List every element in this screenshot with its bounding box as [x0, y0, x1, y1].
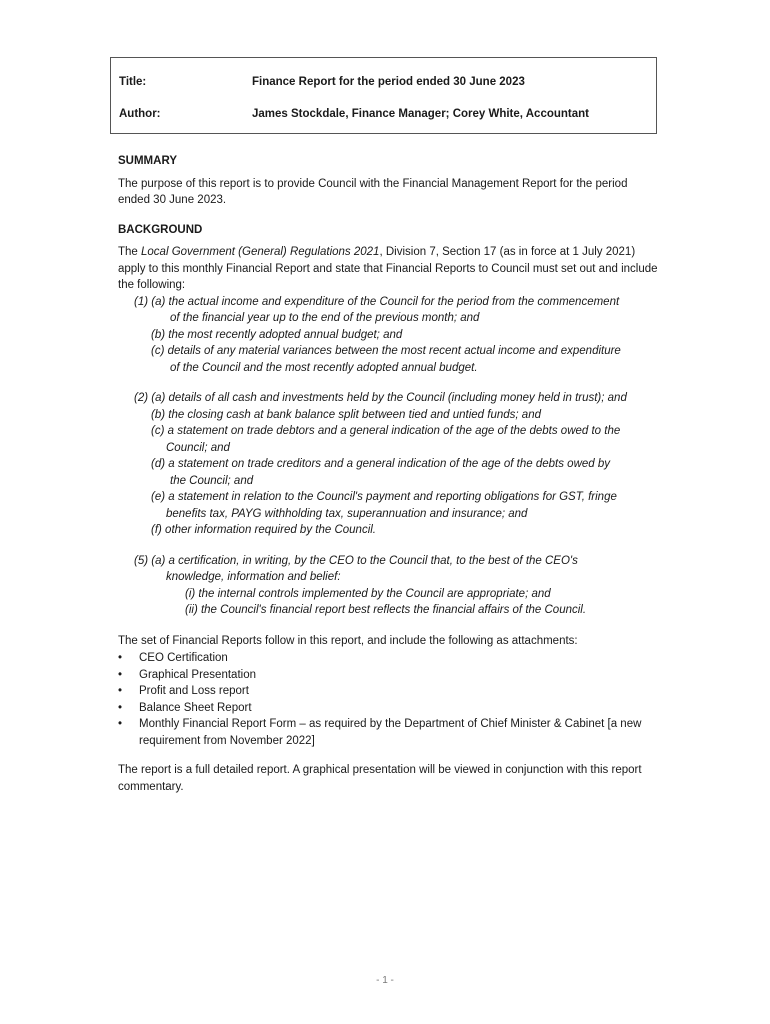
- regulation-name: Local Government (General) Regulations 2021: [141, 246, 380, 258]
- summary-text: The purpose of this report is to provide Council with the Financial Management Report for the period ended 30 June 2023.: [118, 177, 628, 206]
- clause-line: (c) details of any material variances between the most recent actual income and expenditure: [151, 345, 621, 357]
- background-intro: [118, 244, 658, 294]
- list-item: • Monthly Financial Report Form – as required by the Department of Chief Minister & Cabinet [a new requirement from November 2022]: [118, 718, 642, 747]
- list-item: • Balance Sheet Report: [118, 701, 252, 714]
- title-value: Finance Report for the period ended 30 June 2023: [252, 76, 525, 88]
- intro-post: , Division 7, Section 17 (as in force at 1 July 2021) apply to this monthly Financial Report and state that Financial Reports to Council must set out and include the following:: [118, 246, 658, 291]
- attachments-list: [118, 650, 658, 749]
- clause-line: knowledge, information and belief:: [166, 571, 341, 583]
- summary-heading: SUMMARY: [118, 155, 177, 167]
- attachment-label: Monthly Financial Report Form – as required by the Department of Chief Minister & Cabinet [a new requirement from November 2022]: [139, 718, 642, 747]
- clause-2: [118, 390, 658, 539]
- report-meta-box: [110, 57, 657, 134]
- attachment-label: Graphical Presentation: [139, 668, 256, 681]
- closing-text: The report is a full detailed report. A graphical presentation will be viewed in conjunction with this report commentary.: [118, 764, 642, 793]
- clause-line: (i) the internal controls implemented by the Council are appropriate; and: [185, 587, 551, 600]
- clause-line: Council; and: [166, 441, 230, 454]
- attachments-intro: The set of Financial Reports follow in this report, and include the following as attachments:: [118, 634, 578, 647]
- clause-line: (ii) the Council's financial report best reflects the financial affairs of the Council.: [185, 604, 587, 616]
- clause-line: (b) the most recently adopted annual budget; and: [151, 328, 403, 341]
- clause-line: (d) a statement on trade creditors and a general indication of the age of the debts owed by: [151, 458, 611, 470]
- background-heading: BACKGROUND: [118, 223, 203, 236]
- clause-line: (1) (a) the actual income and expenditure of the Council for the period from the commencement: [134, 295, 620, 308]
- clause-line: (c) a statement on trade debtors and a general indication of the age of the debts owed to the: [151, 425, 621, 437]
- list-item: • Profit and Loss report: [118, 685, 249, 697]
- clause-line: (5) (a) a certification, in writing, by the CEO to the Council that, to the best of the CEO's: [134, 554, 578, 567]
- author-label: Author:: [119, 108, 161, 120]
- clause-line: benefits tax, PAYG withholding tax, superannuation and insurance; and: [166, 507, 528, 520]
- author-value: James Stockdale, Finance Manager; Corey White, Accountant: [252, 108, 589, 120]
- intro-pre: The: [118, 246, 142, 258]
- list-item: • CEO Certification: [118, 652, 228, 664]
- clause-1: [118, 294, 658, 377]
- clause-line: (b) the closing cash at bank balance split between tied and untied funds; and: [151, 408, 541, 421]
- list-item: • Graphical Presentation: [118, 668, 256, 681]
- report-body: [118, 153, 658, 808]
- title-label: Title:: [119, 76, 147, 88]
- clause-line: of the financial year up to the end of the previous month; and: [170, 312, 480, 324]
- attachment-label: Profit and Loss report: [139, 685, 249, 697]
- clause-line: (e) a statement in relation to the Council's payment and reporting obligations for GST, fringe: [151, 491, 617, 503]
- clause-line: (f) other information required by the Council.: [151, 524, 376, 536]
- clause-line: (2) (a) details of all cash and investments held by the Council (including money held in trust); and: [134, 392, 627, 404]
- attachment-label: Balance Sheet Report: [139, 701, 252, 714]
- page-number: - 1 -: [376, 975, 394, 986]
- attachment-label: CEO Certification: [139, 652, 228, 664]
- clause-line: the Council; and: [170, 474, 254, 487]
- clause-5: [118, 553, 658, 619]
- clause-line: of the Council and the most recently adopted annual budget.: [170, 361, 478, 374]
